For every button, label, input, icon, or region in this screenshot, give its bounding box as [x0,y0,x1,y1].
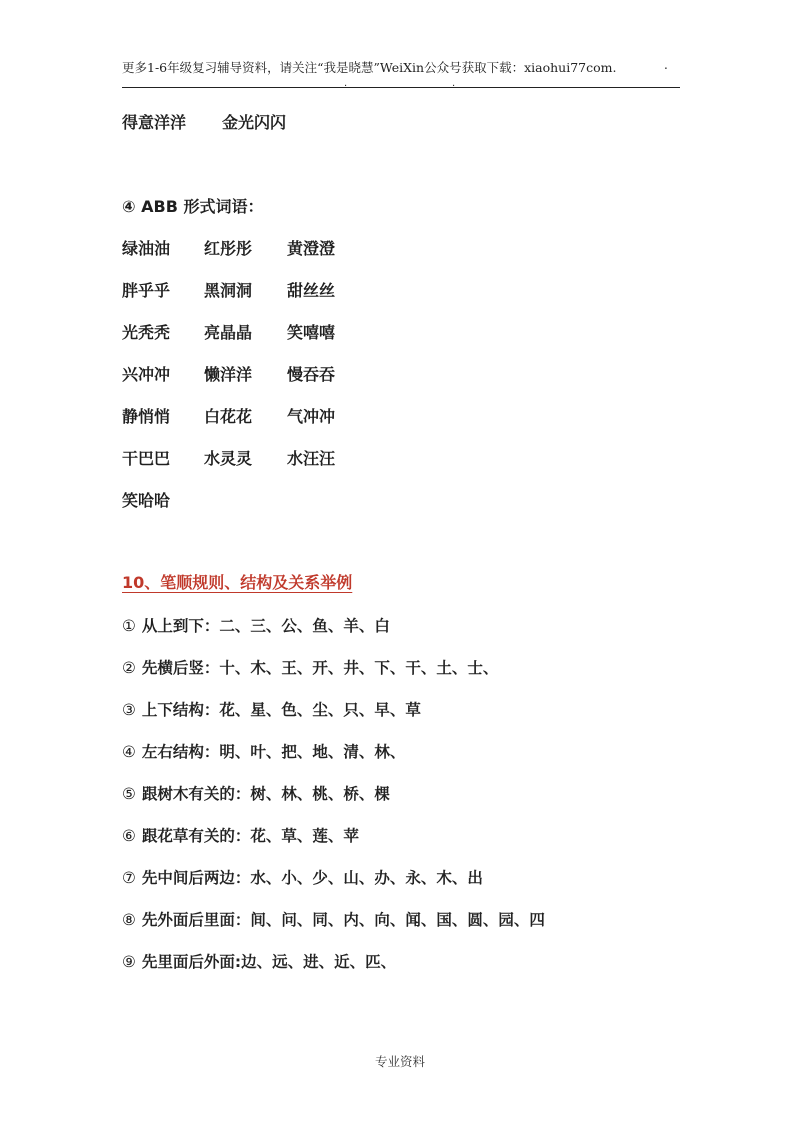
item-text: 左右结构：明、叶、把、地、清、林、 [141,743,406,761]
abb-word: 笑嘻嘻 [287,323,336,342]
abb-word: 胖乎乎 [122,281,171,300]
item-number: ⑥ [122,827,136,845]
item-text: 先横后竖：十、木、王、开、井、下、干、土、士、 [141,659,499,677]
item-text: 跟树木有关的：树、林、桃、桥、棵 [141,785,390,803]
abb-word: 静悄悄 [122,407,171,426]
rule-item [122,950,396,972]
abb-word: 光秃秃 [122,323,171,342]
item-text: 先外面后里面：间、问、同、内、向、闻、国、圆、园、四 [141,911,545,929]
abb-word: 懒洋洋 [204,365,253,384]
item-number: ⑦ [122,869,136,887]
abb-word: 干巴巴 [122,449,171,468]
rule-item [122,698,421,720]
item-number: ⑤ [122,785,136,803]
item-number: ① [122,617,136,635]
item-number: ④ [122,743,136,761]
rule-item [122,614,390,636]
item-text: 先中间后两边：水、小、少、山、办、永、木、出 [141,869,483,887]
rule-item [122,656,498,678]
abb-word: 慢吞吞 [287,365,336,384]
item-text: 跟花草有关的：花、草、莲、苹 [141,827,359,845]
abb-word: 白花花 [204,407,253,426]
header-text: 更多1-6年级复习辅导资料，请关注“我是晓慧”WeiXin公众号获取下载：xiaohui77com. [122,60,617,75]
item-text: 从上到下：二、三、公、鱼、羊、白 [141,617,390,635]
rule-item [122,908,545,930]
header-dot: . [452,78,456,89]
header-dot: . [344,78,348,89]
item-number: ③ [122,701,136,719]
abb-word: 笑哈哈 [122,491,171,510]
idiom-word: 得意洋洋 [122,113,187,132]
footer-text: 专业资料 [374,1054,425,1069]
abb-title: ④ ABB 形式词语： [122,197,264,216]
abb-word: 水灵灵 [204,449,253,468]
abb-word: 甜丝丝 [287,281,336,300]
abb-word: 红彤彤 [204,239,253,258]
item-number: ⑨ [122,953,136,971]
idiom-word: 金光闪闪 [222,113,287,132]
abb-word: 气冲冲 [287,407,336,426]
abb-word: 水汪汪 [287,449,336,468]
abb-word: 亮晶晶 [204,323,253,342]
abb-word: 黑洞洞 [204,281,253,300]
item-text: 上下结构：花、星、色、尘、只、早、草 [141,701,421,719]
header-rule [122,87,680,88]
rule-item [122,866,483,888]
abb-word: 绿油油 [122,239,171,258]
rule-item [122,824,359,846]
rule-item [122,782,390,804]
item-number: ② [122,659,136,677]
rule-item [122,740,405,762]
section-title: 10、笔顺规则、结构及关系举例 [122,573,353,592]
item-text: 先里面后外面:边、远、进、近、匹、 [141,953,397,971]
abb-word: 兴冲冲 [122,365,171,384]
header-dot: . [664,58,668,72]
abb-word: 黄澄澄 [287,239,336,258]
item-number: ⑧ [122,911,136,929]
